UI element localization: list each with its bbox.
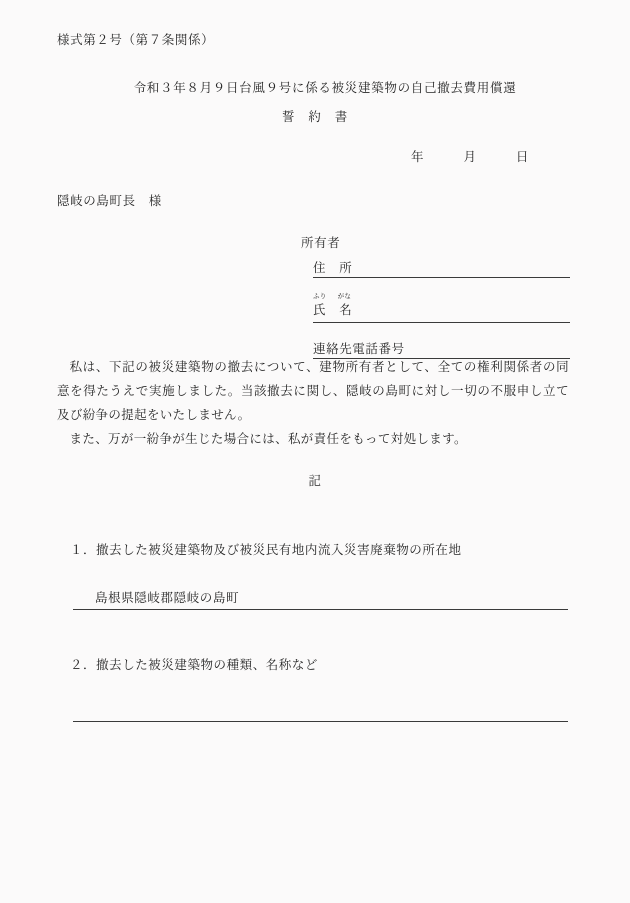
- owner-name-label-wrap: [313, 295, 352, 322]
- date-line: 年 月 日: [411, 150, 529, 164]
- furigana-left: ふり: [313, 293, 327, 300]
- item-1-answer-value: 島根県隠岐郡隠岐の島町: [95, 591, 240, 605]
- owner-heading: 所有者: [301, 236, 341, 250]
- owner-block: [300, 233, 570, 359]
- title-line-doctype: 誓 約 書: [281, 110, 348, 124]
- furigana-right: がな: [337, 293, 352, 300]
- body-paragraph-2: また、万が一紛争が生じた場合には、私が責任をもって対処します。: [69, 432, 467, 446]
- body-paragraph-1: 私は、下記の被災建築物の撤去について、建物所有者として、全ての権利関係者の同意を得たうえで実施しました。当該撤去に関し、隠岐の島町に対し一切の不服申し立て及び紛争の提起をいたしません。: [57, 360, 569, 422]
- form-number: 様式第２号（第７条関係）: [57, 33, 215, 47]
- owner-address-row[interactable]: [313, 256, 570, 278]
- owner-address-label: 住 所: [313, 260, 353, 275]
- item-1-label: １．撤去した被災建築物及び被災民有地内流入災害廃棄物の所在地: [70, 543, 462, 557]
- item-2-label: ２．撤去した被災建築物の種類、名称など: [70, 658, 318, 672]
- owner-name-row[interactable]: [313, 294, 570, 323]
- title-line-subject: 令和３年８月９日台風９号に係る被災建築物の自己撤去費用償還: [133, 81, 517, 95]
- addressee: 隠岐の島町長 様: [57, 194, 162, 208]
- owner-name-label: 氏 名: [313, 303, 353, 317]
- document-title: [0, 78, 630, 125]
- item-2-answer-line[interactable]: [73, 700, 568, 722]
- owner-phone-label: 連絡先電話番号: [313, 341, 405, 356]
- furigana-annotation: [313, 294, 351, 301]
- body-text: [57, 355, 569, 451]
- item-1-answer-line[interactable]: [73, 588, 568, 610]
- ki-marker: 記: [308, 474, 322, 488]
